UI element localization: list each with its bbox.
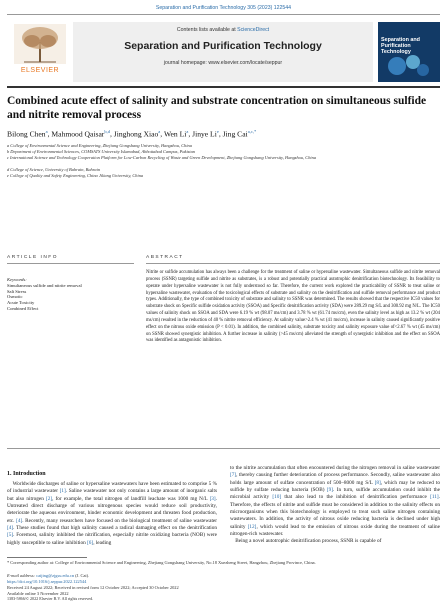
body-text: . Therefore, the effects of nitrite and sulfide must be considered in addition to the salinity effects on microorganisms when this biotechnology is employed to treat such saline nitrogen containing wastewaters. In addition, the activity of nitrous oxide reducing bacteria is declined under high salinity — [230, 494, 442, 530]
author-affiliation-marker[interactable]: a,c,* — [247, 129, 257, 134]
body-text: . Foremost, salinity inhibited the nitrification, especially nitrite oxidizing bacteria (NOB) were highly susceptible to saline inhibition — [7, 532, 219, 546]
author-affiliation-marker[interactable]: e — [216, 129, 219, 134]
article-info-heading: ARTICLE INFO — [7, 255, 58, 260]
footnote-divider — [7, 557, 87, 558]
citation-link[interactable]: [2] — [45, 495, 53, 502]
keyword: Simultaneous sulfide and nitrite removal — [7, 282, 82, 288]
affiliation-d: d College of Science, University of Bahrain, Bahrain — [7, 167, 101, 172]
dates-line: Received 24 August 2022; Received in revised form 12 October 2022; Accepted 30 October 2022 — [7, 585, 179, 590]
body-text: Worldwide discharges of saline or hypersaline wastewaters have been estimated to comprise 5 % of industrial wastewater — [7, 481, 219, 495]
abstract-bottom-divider — [7, 448, 440, 449]
citation-link[interactable]: [3] — [209, 495, 216, 502]
homepage-prefix: journal homepage: — [163, 60, 207, 66]
citation-link[interactable]: [12] — [247, 523, 257, 530]
author-name[interactable]: Bilong Chen — [7, 129, 46, 139]
abstract-text: Nitrite or sulfide accumulation has always been a challenge for the treatment of saline or hypersaline wastewater. Simultaneous sulfide and nitrite removal process (SSNR) targeting sulfide and nitrite as substrates, is a robust and potentially practical autotrophic denitrification biotechnology. Its feasibility to operate under hypersaline wastewater is not fully understood so far. Therefore, the current work explored the practicability of SSNR to treat saline or hypersaline wastewater, evaluation of the toxicological effects of substrate and salinity on the denitrification and sulfide removal performance and product types. Additionally, the type of combined toxicity of substrate and salinity to SSNR was determined. The results showed that the respective IC50 values for substrate shock on Specific sulfide oxidation activity (SSOA) and Specific denitrification activity (SDA) were 289.29 mg S/L and 300.92 mg N/L. The IC50 values of salinity shock on SSOA and SDA were 6.19 % wt (98.07 ms/cm) and 3.78 % wt (61.74 ms/cm), even the salinity level as high as 13.2 % wt (204 ms/cm) resulted in the reduction of 40 % nitrite removal efficiency. At salinity value>2.4 % wt (41 ms/cm), increase in salinity caused significantly positive effect on the nitrous oxide emission (P < 0.01). In addition, the combined salinity, substrate toxicity and salinity exposure value of<2.67 % wt (45 ms/cm) on SSNR showed synergistic inhibition. A further increase in salinity (>45 ms/cm) alleviated the strength of synergistic inhibition and the effect on SSOA was identified as antagonistic inhibition. — [146, 270, 440, 344]
keyword: Acute Toxicity — [7, 300, 35, 306]
author-affiliation-marker[interactable]: b,d — [104, 129, 110, 134]
body-text: that also lead to the inhibition of denitrification performance — [281, 494, 431, 501]
cover-image-icon — [383, 52, 435, 78]
masthead-divider — [7, 86, 440, 88]
available-line: Available online 3 November 2022 — [7, 591, 69, 596]
doi-line — [7, 579, 440, 585]
journal-title: Separation and Purification Technology — [124, 40, 322, 52]
cover-title: Separation and Purification Technology — [381, 37, 420, 55]
email-link[interactable]: caijing@zjgsu.edu.cn — [36, 573, 75, 578]
intro-column-right — [230, 465, 440, 546]
journal-reference[interactable]: Separation and Purification Technology 305 (2023) 122544 — [155, 5, 292, 11]
body-text: . Untreated direct discharge of various nitrogenous species would reduce soil productivity, deteriorate the aqueous environment, hinder economic development and threaten food production, etc. — [7, 495, 219, 524]
info-divider — [7, 263, 134, 264]
author-affiliation-marker[interactable]: a — [45, 129, 48, 134]
citation-link[interactable]: [8] — [374, 479, 381, 486]
author-affiliation-marker[interactable]: a — [158, 129, 161, 134]
keyword: Osmotic — [7, 294, 23, 300]
affiliation-b: b Department of Environmental Sciences, COMSATS University Islamabad, Abbottabad Campus, Pakistan — [7, 149, 196, 154]
affiliation-c: c International Science and Technology Cooperation Platform for Low-Carbon Recycling of Waste and Green Development, Zhejiang Gongshang University, Hangzhou, China — [7, 155, 317, 160]
publisher-name: ELSEVIER — [20, 67, 60, 74]
author-affiliation-marker[interactable]: a — [186, 129, 189, 134]
email-label: E-mail address: — [7, 573, 36, 578]
keyword: Combined Effect — [7, 305, 39, 311]
keywords-label: Keywords: — [7, 277, 27, 282]
author-list: Bilong Chen$^a$, Mahmood Qaisar$^{b,d}$, Jinghong Xiao$^a$, Wen Li$^a$, Jinye Li$^e$, Jing Cai$^{a,c,*}$ — [7, 129, 257, 139]
introduction-heading: 1. Introduction — [7, 471, 46, 477]
body-text: , which may be reduced to sulfide by sulfate reducing bacteria (SOB) — [230, 479, 442, 494]
copyright-line: 1383-5866/© 2022 Elsevier B.V. All rights reserved. — [7, 596, 94, 601]
author-name[interactable]: Jinghong Xiao — [113, 129, 159, 139]
email-line — [7, 573, 440, 579]
citation-link[interactable]: [5] — [7, 532, 14, 539]
body-text: , leading — [93, 539, 112, 546]
author-name[interactable]: Mahmood Qaisar — [51, 129, 105, 139]
body-text: . Saline wastewater not only contains a large amount of inorganic salts but also nitrogen — [7, 488, 219, 502]
citation-link[interactable]: [6] — [87, 539, 94, 546]
abstract-heading: ABSTRACT — [146, 255, 184, 260]
tree-logo-icon — [14, 24, 66, 64]
citation-link[interactable]: [9] — [326, 487, 334, 494]
citation-link[interactable]: [4] — [7, 525, 14, 532]
body-text: . These studies found that high salinity caused a radical damaging effect on the denitrification — [13, 525, 219, 532]
citation-link[interactable]: [1] — [59, 488, 66, 495]
affiliation-a: a College of Environmental Science and Engineering, Zhejiang Gongshang University, Hangzhou, China — [7, 143, 192, 148]
citation-link[interactable]: [7] — [230, 472, 237, 479]
author-name[interactable]: Wen Li — [163, 129, 187, 139]
citation-link[interactable]: [10] — [272, 494, 282, 501]
intro-column-left — [7, 481, 217, 547]
homepage-link[interactable]: www.elsevier.com/locate/seppur — [208, 60, 283, 66]
citation-link[interactable]: [4] — [16, 517, 23, 524]
affiliation-e: e College of Quality and Safety Engineering, China Jiliang University, China — [7, 173, 144, 178]
article-title: Combined acute effect of salinity and substrate concentration on simultaneous sulfide and nitrite removal process — [7, 95, 427, 121]
body-text: , thereby causing further deterioration of process performance. Secondly, saline wastewater also holds large amount of sulfate concentration of 500–8000 mg S/L — [230, 472, 442, 486]
header-divider — [7, 14, 440, 15]
email-suffix: (J. Cai). — [75, 573, 90, 578]
author-name[interactable]: Jinye Li — [192, 129, 217, 139]
sciencedirect-link[interactable]: ScienceDirect — [237, 27, 270, 33]
body-text: to the nitrite accumulation that often encountered during the nitrogen removal in saline wastewater — [230, 465, 442, 471]
homepage-line — [73, 60, 373, 66]
body-text: . Recently, many researchers have focused on the biological treatment of saline wastewater — [22, 517, 219, 524]
body-text: , for example, the total nitrogen of landfill leachate was 1000 mg N/L — [52, 495, 210, 502]
body-text: . In turn, sulfide accumulation could inhibit the microbial activity — [230, 487, 442, 501]
keywords-block — [7, 277, 127, 312]
author-name[interactable]: Jing Cai — [222, 129, 248, 139]
body-text: , which would lead to the emission of nitrous oxide during the treatment of saline nitrogen-rich wastewater. — [230, 523, 442, 538]
contents-prefix: Contents lists available at — [176, 27, 236, 33]
doi-link[interactable]: https://doi.org/10.1016/j.seppur.2022.122544 — [7, 579, 87, 584]
body-text: Being a novel autotrophic denitrification process, SSNR is capable of — [235, 538, 382, 545]
citation-link[interactable]: [11] — [430, 494, 439, 501]
keyword: Salt Stress — [7, 288, 27, 294]
contents-line — [73, 27, 373, 33]
abstract-divider — [146, 263, 440, 264]
corresponding-note: * Corresponding author at: College of Environmental Science and Engineering, Zhejiang Gongshang University, No.18 Xuezheng Street, Hangzhou, Zhejiang Province, China. — [7, 560, 316, 565]
